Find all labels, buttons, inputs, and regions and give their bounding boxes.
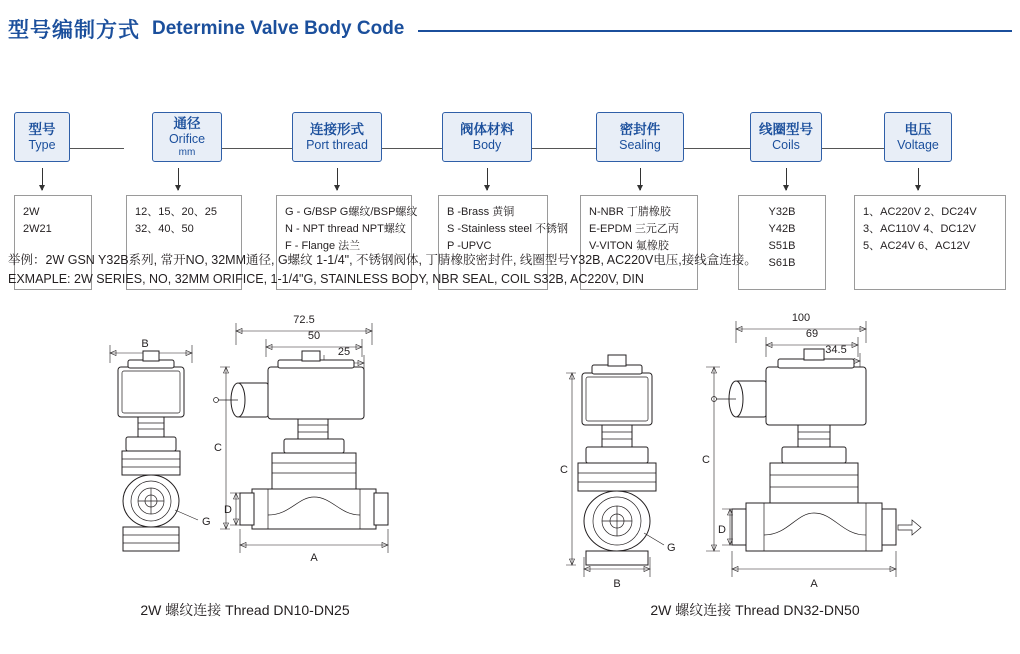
svg-text:100: 100 bbox=[791, 312, 811, 324]
code-head-type-cn: 型号 bbox=[28, 121, 56, 137]
code-body-voltage-line-1: 1、AC220V 2、DC24V bbox=[863, 206, 977, 218]
arrow-down-icon-5 bbox=[640, 168, 641, 190]
connector-1 bbox=[70, 148, 124, 149]
code-body-port-thread-line-1: G - G/BSP G螺纹/BSP螺纹 bbox=[285, 206, 418, 218]
svg-text:72.5: 72.5 bbox=[293, 314, 315, 326]
code-body-port-thread-line-2: N - NPT thread NPT螺纹 bbox=[285, 223, 406, 235]
arrow-down-icon-4 bbox=[487, 168, 488, 190]
svg-text:C: C bbox=[214, 442, 222, 454]
code-head-orifice bbox=[152, 112, 222, 162]
code-head-type-en: Type bbox=[28, 137, 56, 152]
code-body-port-thread-line-3: F - Flange 法兰 bbox=[285, 240, 361, 252]
svg-text:B: B bbox=[613, 578, 621, 590]
svg-text:50: 50 bbox=[307, 330, 321, 342]
code-body-body-material-line-1: B -Brass 黄铜 bbox=[447, 206, 515, 218]
svg-text:A: A bbox=[810, 578, 818, 590]
valve-drawing-dn32-dn50 bbox=[540, 305, 970, 618]
arrow-down-icon-1 bbox=[42, 168, 43, 190]
code-head-sealing-en: Sealing bbox=[619, 137, 661, 152]
example-text-cn: 举例：2W GSN Y32B系列, 常开NO, 32MM通径, G螺纹 1-1/4", 不锈钢阀体, 丁腈橡胶密封件, 线圈型号Y32B, AC220V电压,接线盒连接。 bbox=[8, 253, 757, 267]
example-text-en: EXMAPLE: 2W SERIES, NO, 32MM ORIFICE, 1-1/4"G, STAINLESS BODY, NBR SEAL, COIL S32B, AC220V, DIN bbox=[8, 272, 644, 286]
code-body-sealing-line-1: N-NBR 丁腈橡胶 bbox=[589, 206, 671, 218]
code-body-body-material-line-2: S -Stainless steel 不锈钢 bbox=[447, 223, 569, 235]
valve-drawing-dn10-dn25 bbox=[40, 305, 460, 618]
connector-6 bbox=[822, 148, 884, 149]
code-body-orifice-line-2: 32、40、50 bbox=[135, 223, 194, 235]
page-title bbox=[8, 14, 1012, 44]
page-title-cn: 型号编制方式 bbox=[8, 19, 140, 42]
code-head-orifice-sub: mm bbox=[178, 147, 196, 158]
svg-text:C: C bbox=[702, 454, 710, 466]
code-body-coils-line-4: S61B bbox=[768, 257, 796, 269]
drawing-caption-dn32-dn50: 2W 螺纹连接 Thread DN32-DN50 bbox=[650, 602, 860, 618]
code-head-coils-cn: 线圈型号 bbox=[759, 121, 813, 137]
arrow-down-icon-2 bbox=[178, 168, 179, 190]
drawing-caption-dn10-dn25: 2W 螺纹连接 Thread DN10-DN25 bbox=[140, 602, 350, 618]
connector-5 bbox=[684, 148, 750, 149]
code-body-voltage bbox=[854, 195, 1006, 290]
code-head-voltage-cn: 电压 bbox=[904, 121, 932, 137]
svg-text:34.5: 34.5 bbox=[825, 344, 847, 356]
svg-text:B: B bbox=[141, 338, 149, 350]
code-body-voltage-line-2: 3、AC110V 4、DC12V bbox=[863, 223, 976, 235]
svg-text:G: G bbox=[667, 542, 676, 554]
code-body-type-line-2: 2W21 bbox=[23, 223, 52, 235]
svg-text:69: 69 bbox=[805, 328, 819, 340]
code-body-orifice-line-1: 12、15、20、25 bbox=[135, 206, 217, 218]
svg-text:D: D bbox=[718, 524, 726, 536]
code-head-port-thread bbox=[292, 112, 382, 162]
code-head-body-material-cn: 阀体材料 bbox=[460, 121, 514, 137]
code-head-orifice-cn: 通径 bbox=[173, 116, 201, 131]
connector-4 bbox=[532, 148, 596, 149]
code-head-body-material-en: Body bbox=[472, 137, 502, 152]
svg-text:25: 25 bbox=[337, 346, 351, 358]
code-head-coils-en: Coils bbox=[772, 137, 800, 152]
svg-text:A: A bbox=[310, 552, 318, 564]
svg-text:C: C bbox=[560, 464, 568, 476]
code-head-port-thread-en: Port thread bbox=[306, 137, 368, 152]
code-head-sealing-cn: 密封件 bbox=[619, 121, 661, 137]
code-body-voltage-line-3: 5、AC24V 6、AC12V bbox=[863, 240, 970, 252]
title-rule bbox=[418, 30, 1012, 32]
code-head-sealing bbox=[596, 112, 684, 162]
code-body-body-material-line-3: P -UPVC bbox=[447, 240, 492, 252]
code-body-coils-line-2: Y42B bbox=[768, 223, 796, 235]
arrow-down-icon-3 bbox=[337, 168, 338, 190]
arrow-down-icon-6 bbox=[786, 168, 787, 190]
code-body-coils-line-1: Y32B bbox=[768, 206, 796, 218]
code-head-voltage bbox=[884, 112, 952, 162]
code-head-orifice-en: Orifice bbox=[168, 132, 206, 146]
connector-2 bbox=[222, 148, 292, 149]
code-body-coils-line-3: S51B bbox=[768, 240, 796, 252]
svg-text:D: D bbox=[224, 504, 232, 516]
code-body-coils bbox=[738, 195, 826, 290]
code-body-type-line-1: 2W bbox=[23, 206, 40, 218]
code-body-sealing-line-2: E-EPDM 三元乙丙 bbox=[589, 223, 679, 235]
svg-text:G: G bbox=[202, 516, 211, 528]
code-head-coils bbox=[750, 112, 822, 162]
connector-3 bbox=[382, 148, 442, 149]
arrow-down-icon-7 bbox=[918, 168, 919, 190]
code-head-port-thread-cn: 连接形式 bbox=[310, 121, 364, 137]
code-body-sealing-line-3: V-VITON 氟橡胶 bbox=[589, 240, 669, 252]
code-head-body-material bbox=[442, 112, 532, 162]
page-title-en: Determine Valve Body Code bbox=[152, 18, 405, 39]
code-head-voltage-en: Voltage bbox=[897, 137, 939, 152]
code-head-type bbox=[14, 112, 70, 162]
